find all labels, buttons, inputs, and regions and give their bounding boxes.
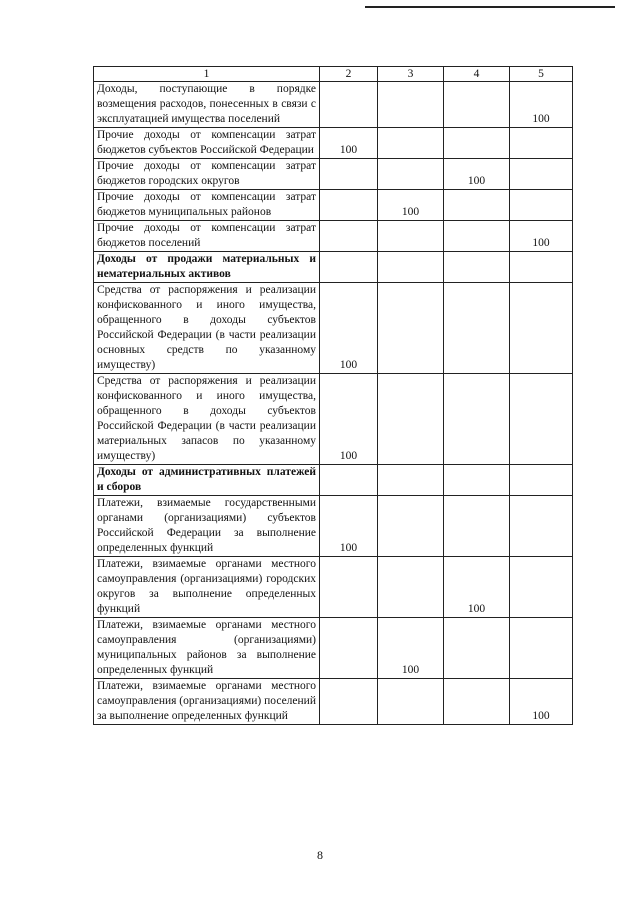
column-header-1: 1 <box>94 67 320 82</box>
percent-cell-col4 <box>444 128 510 159</box>
percent-cell-col5 <box>510 283 573 374</box>
percent-cell-col5: 100 <box>510 82 573 128</box>
percent-cell-col3 <box>378 283 444 374</box>
percent-cell-col2 <box>320 159 378 190</box>
percent-cell-col4 <box>444 618 510 679</box>
section-title: Доходы от продажи материальных и нематериальных активов <box>94 252 320 283</box>
percent-cell-col2 <box>320 82 378 128</box>
table-row <box>94 283 573 374</box>
percent-cell-col3 <box>378 374 444 465</box>
percent-cell-col5 <box>510 618 573 679</box>
percent-cell-col5 <box>510 465 573 496</box>
percent-cell-col5 <box>510 374 573 465</box>
percent-cell-col4: 100 <box>444 557 510 618</box>
percent-cell-col2 <box>320 557 378 618</box>
percent-cell-col4 <box>444 252 510 283</box>
percent-cell-col2: 100 <box>320 283 378 374</box>
revenue-description: Средства от распоряжения и реализации конфискованного и иного имущества, обращенного в доходы субъектов Российской Федерации (в части реализации материальных запасов по указанному имуществу) <box>94 374 320 465</box>
percent-cell-col3 <box>378 159 444 190</box>
percent-cell-col5 <box>510 128 573 159</box>
percent-cell-col5 <box>510 496 573 557</box>
revenue-description: Прочие доходы от компенсации затрат бюджетов муниципальных районов <box>94 190 320 221</box>
percent-cell-col2: 100 <box>320 374 378 465</box>
revenue-distribution-table <box>93 66 573 725</box>
percent-cell-col2: 100 <box>320 496 378 557</box>
percent-cell-col3 <box>378 557 444 618</box>
percent-cell-col5 <box>510 190 573 221</box>
percent-cell-col2: 100 <box>320 128 378 159</box>
percent-cell-col3 <box>378 679 444 725</box>
percent-cell-col3 <box>378 496 444 557</box>
percent-cell-col4 <box>444 190 510 221</box>
percent-cell-col4 <box>444 374 510 465</box>
column-header-2: 2 <box>320 67 378 82</box>
percent-cell-col3 <box>378 82 444 128</box>
percent-cell-col2 <box>320 252 378 283</box>
table-body <box>94 67 573 725</box>
column-header-4: 4 <box>444 67 510 82</box>
revenue-description: Прочие доходы от компенсации затрат бюджетов городских округов <box>94 159 320 190</box>
top-horizontal-rule <box>365 6 615 8</box>
percent-cell-col5: 100 <box>510 679 573 725</box>
revenue-description: Средства от распоряжения и реализации конфискованного и иного имущества, обращенного в доходы субъектов Российской Федерации (в части реализации основных средств по указанному имуществу) <box>94 283 320 374</box>
percent-cell-col4: 100 <box>444 159 510 190</box>
revenue-description: Платежи, взимаемые государственными органами (организациями) субъектов Российской Федерации за выполнение определенных функций <box>94 496 320 557</box>
revenue-description: Доходы, поступающие в порядке возмещения расходов, понесенных в связи с эксплуатацией имущества поселений <box>94 82 320 128</box>
percent-cell-col3 <box>378 221 444 252</box>
percent-cell-col4 <box>444 283 510 374</box>
percent-cell-col3 <box>378 252 444 283</box>
section-title: Доходы от административных платежей и сборов <box>94 465 320 496</box>
revenue-description: Прочие доходы от компенсации затрат бюджетов поселений <box>94 221 320 252</box>
percent-cell-col4 <box>444 82 510 128</box>
percent-cell-col3: 100 <box>378 618 444 679</box>
table-row <box>94 82 573 128</box>
table-row <box>94 159 573 190</box>
percent-cell-col2 <box>320 190 378 221</box>
table-row <box>94 557 573 618</box>
revenue-description: Платежи, взимаемые органами местного самоуправления (организациями) городских округов за выполнение определенных функций <box>94 557 320 618</box>
percent-cell-col2 <box>320 618 378 679</box>
percent-cell-col5 <box>510 252 573 283</box>
percent-cell-col3 <box>378 128 444 159</box>
table-row <box>94 679 573 725</box>
table-row <box>94 496 573 557</box>
percent-cell-col2 <box>320 221 378 252</box>
percent-cell-col4 <box>444 496 510 557</box>
table-row <box>94 128 573 159</box>
column-header-5: 5 <box>510 67 573 82</box>
percent-cell-col4 <box>444 221 510 252</box>
percent-cell-col4 <box>444 679 510 725</box>
table-header-row <box>94 67 573 82</box>
percent-cell-col3 <box>378 465 444 496</box>
percent-cell-col2 <box>320 679 378 725</box>
page-number: 8 <box>317 848 323 862</box>
percent-cell-col3: 100 <box>378 190 444 221</box>
revenue-description: Платежи, взимаемые органами местного самоуправления (организациями) муниципальных районов за выполнение определенных функций <box>94 618 320 679</box>
revenue-description: Платежи, взимаемые органами местного самоуправления (организациями) поселений за выполнение определенных функций <box>94 679 320 725</box>
section-header-row <box>94 465 573 496</box>
percent-cell-col4 <box>444 465 510 496</box>
revenue-description: Прочие доходы от компенсации затрат бюджетов субъектов Российской Федерации <box>94 128 320 159</box>
section-header-row <box>94 252 573 283</box>
percent-cell-col5: 100 <box>510 221 573 252</box>
column-header-3: 3 <box>378 67 444 82</box>
percent-cell-col5 <box>510 159 573 190</box>
table-row <box>94 374 573 465</box>
percent-cell-col2 <box>320 465 378 496</box>
table-row <box>94 190 573 221</box>
table-row <box>94 618 573 679</box>
table-row <box>94 221 573 252</box>
percent-cell-col5 <box>510 557 573 618</box>
